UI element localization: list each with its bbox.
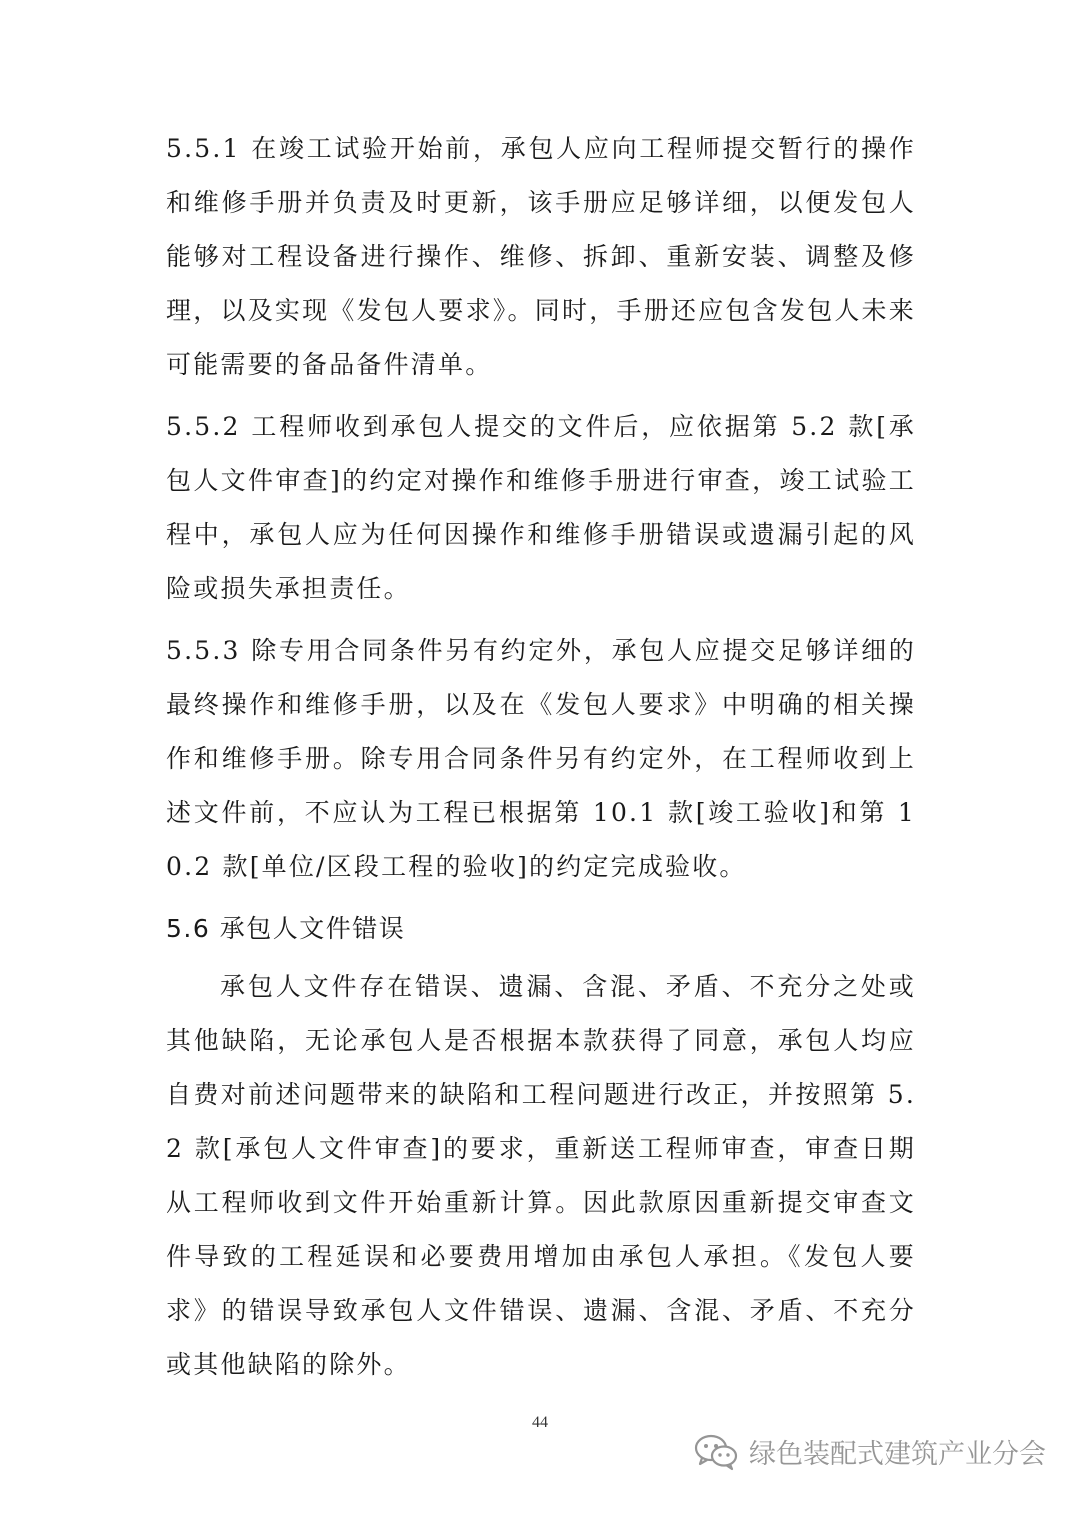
page-content — [166, 122, 916, 1400]
wechat-icon — [693, 1431, 739, 1471]
section-title-5-6: 5.6 承包人文件错误 — [166, 914, 406, 943]
section-5-6-body: 承包人文件存在错误、遗漏、含混、矛盾、不充分之处或其他缺陷，无论承包人是否根据本款获得了同意，承包人均应自费对前述问题带来的缺陷和工程问题进行改正，并按照第 5.2 款[承包人文件审查]的要求，重新送工程师审查，审查日期从工程师收到文件开始重新计算。因此款原因重新提交审查文件导致的工程延误和必要费用增加由承包人承担。《发包人要求》的错误导致承包人文件错误、遗漏、含混、矛盾、不充分或其他缺陷的除外。 — [166, 972, 916, 1379]
paragraph-5-5-3: 5.5.3 除专用合同条件另有约定外，承包人应提交足够详细的最终操作和维修手册，以及在《发包人要求》中明确的相关操作和维修手册。除专用合同条件另有约定外，在工程师收到上述文件前，不应认为工程已根据第 10.1 款[竣工验收]和第 10.2 款[单位/区段工程的验收]的约定完成验收。 — [166, 636, 916, 881]
watermark — [693, 1428, 1046, 1474]
watermark-text: 绿色装配式建筑产业分会 — [749, 1438, 1046, 1470]
paragraph-5-5-2: 5.5.2 工程师收到承包人提交的文件后，应依据第 5.2 款[承包人文件审查]的约定对操作和维修手册进行审查，竣工试验工程中，承包人应为任何因操作和维修手册错误或遗漏引起的风险或损失承担责任。 — [166, 412, 916, 603]
paragraph-5-5-1: 5.5.1 在竣工试验开始前，承包人应向工程师提交暂行的操作和维修手册并负责及时更新，该手册应足够详细，以便发包人能够对工程设备进行操作、维修、拆卸、重新安装、调整及修理，以及实现《发包人要求》。同时，手册还应包含发包人未来可能需要的备品备件清单。 — [166, 134, 916, 379]
page-number: 44 — [532, 1414, 548, 1431]
